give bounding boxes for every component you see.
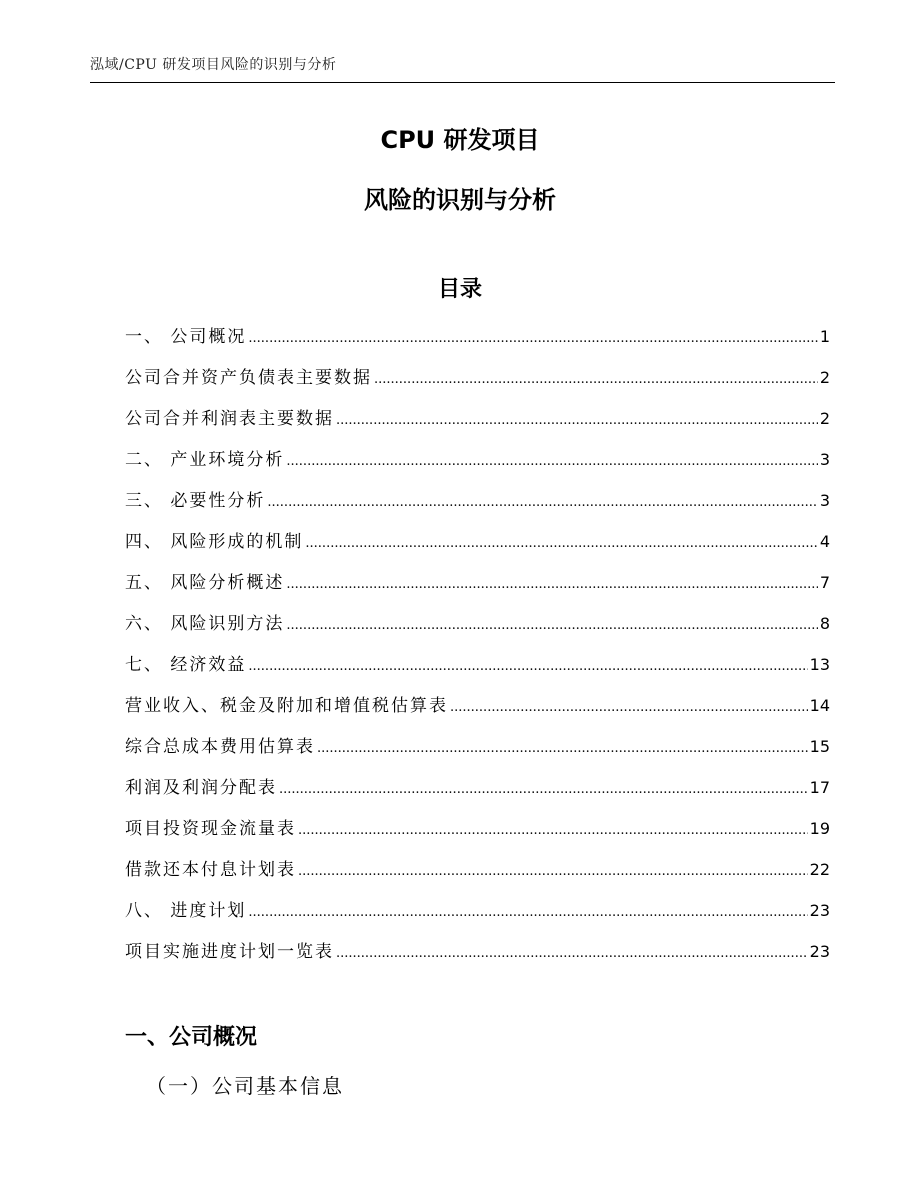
document-title-line-2: 风险的识别与分析: [364, 186, 556, 214]
toc-entry[interactable]: [125, 363, 830, 404]
toc-entry-label: 项目实施进度计划一览表: [125, 942, 334, 962]
toc-entry-label: 三、 必要性分析: [125, 491, 266, 511]
toc-entry[interactable]: [125, 855, 830, 896]
toc-leader-dots: [248, 898, 807, 928]
toc-entry-page: 14: [809, 696, 830, 715]
toc-entry-label: 利润及利润分配表: [125, 778, 277, 798]
toc-entry-page: 22: [809, 860, 830, 879]
toc-entry-label: 公司合并资产负债表主要数据: [125, 368, 372, 388]
toc-entry[interactable]: [125, 486, 830, 527]
toc-entry-label: 五、 风险分析概述: [125, 573, 285, 593]
toc-entry-label: 公司合并利润表主要数据: [125, 409, 334, 429]
toc-leader-dots: [336, 939, 808, 969]
table-of-contents: [125, 322, 830, 978]
toc-leader-dots: [336, 406, 818, 436]
document-title-line-1: CPU 研发项目: [380, 126, 540, 154]
toc-leader-dots: [279, 775, 808, 805]
toc-entry-label: 借款还本付息计划表: [125, 860, 296, 880]
toc-entry-page: 23: [809, 901, 830, 920]
toc-leader-dots: [248, 652, 807, 682]
toc-entry[interactable]: [125, 445, 830, 486]
toc-entry-label: 七、 经济效益: [125, 655, 247, 675]
toc-entry[interactable]: [125, 937, 830, 978]
toc-entry-page: 8: [819, 614, 830, 633]
toc-entry-label: 八、 进度计划: [125, 901, 247, 921]
toc-leader-dots: [286, 447, 817, 477]
toc-heading: 目录: [437, 277, 482, 302]
toc-leader-dots: [248, 324, 817, 354]
toc-entry[interactable]: [125, 896, 830, 937]
toc-entry-page: 2: [819, 409, 830, 428]
toc-leader-dots: [286, 611, 817, 641]
header-rule: [90, 82, 835, 83]
toc-entry-label: 综合总成本费用估算表: [125, 737, 315, 757]
toc-entry[interactable]: [125, 568, 830, 609]
toc-leader-dots: [317, 734, 808, 764]
toc-entry[interactable]: [125, 814, 830, 855]
toc-entry-page: 4: [819, 532, 830, 551]
toc-leader-dots: [286, 570, 817, 600]
toc-entry[interactable]: [125, 609, 830, 650]
toc-entry-page: 2: [819, 368, 830, 387]
toc-entry-page: 17: [809, 778, 830, 797]
toc-entry[interactable]: [125, 650, 830, 691]
toc-leader-dots: [305, 529, 817, 559]
toc-entry[interactable]: [125, 322, 830, 363]
toc-entry-label: 营业收入、税金及附加和增值税估算表: [125, 696, 448, 716]
section-heading: 一、公司概况: [125, 1025, 258, 1050]
toc-entry[interactable]: [125, 404, 830, 445]
toc-entry-page: 3: [819, 491, 830, 510]
subsection-heading: （一）公司基本信息: [146, 1074, 344, 1098]
toc-entry-label: 二、 产业环境分析: [125, 450, 285, 470]
toc-entry-page: 23: [809, 942, 830, 961]
toc-entry-label: 一、 公司概况: [125, 327, 247, 347]
toc-entry-label: 四、 风险形成的机制: [125, 532, 304, 552]
toc-entry-label: 六、 风险识别方法: [125, 614, 285, 634]
toc-leader-dots: [450, 693, 808, 723]
toc-entry-page: 19: [809, 819, 830, 838]
running-header: 泓域/CPU 研发项目风险的识别与分析: [90, 57, 337, 73]
toc-leader-dots: [298, 816, 808, 846]
toc-leader-dots: [298, 857, 808, 887]
toc-entry-page: 15: [809, 737, 830, 756]
toc-leader-dots: [374, 365, 818, 395]
toc-entry-page: 3: [819, 450, 830, 469]
toc-entry[interactable]: [125, 527, 830, 568]
toc-leader-dots: [267, 488, 817, 518]
toc-entry[interactable]: [125, 773, 830, 814]
toc-entry-page: 7: [819, 573, 830, 592]
toc-entry-page: 13: [809, 655, 830, 674]
toc-entry[interactable]: [125, 691, 830, 732]
toc-entry[interactable]: [125, 732, 830, 773]
toc-entry-label: 项目投资现金流量表: [125, 819, 296, 839]
toc-entry-page: 1: [819, 327, 830, 346]
